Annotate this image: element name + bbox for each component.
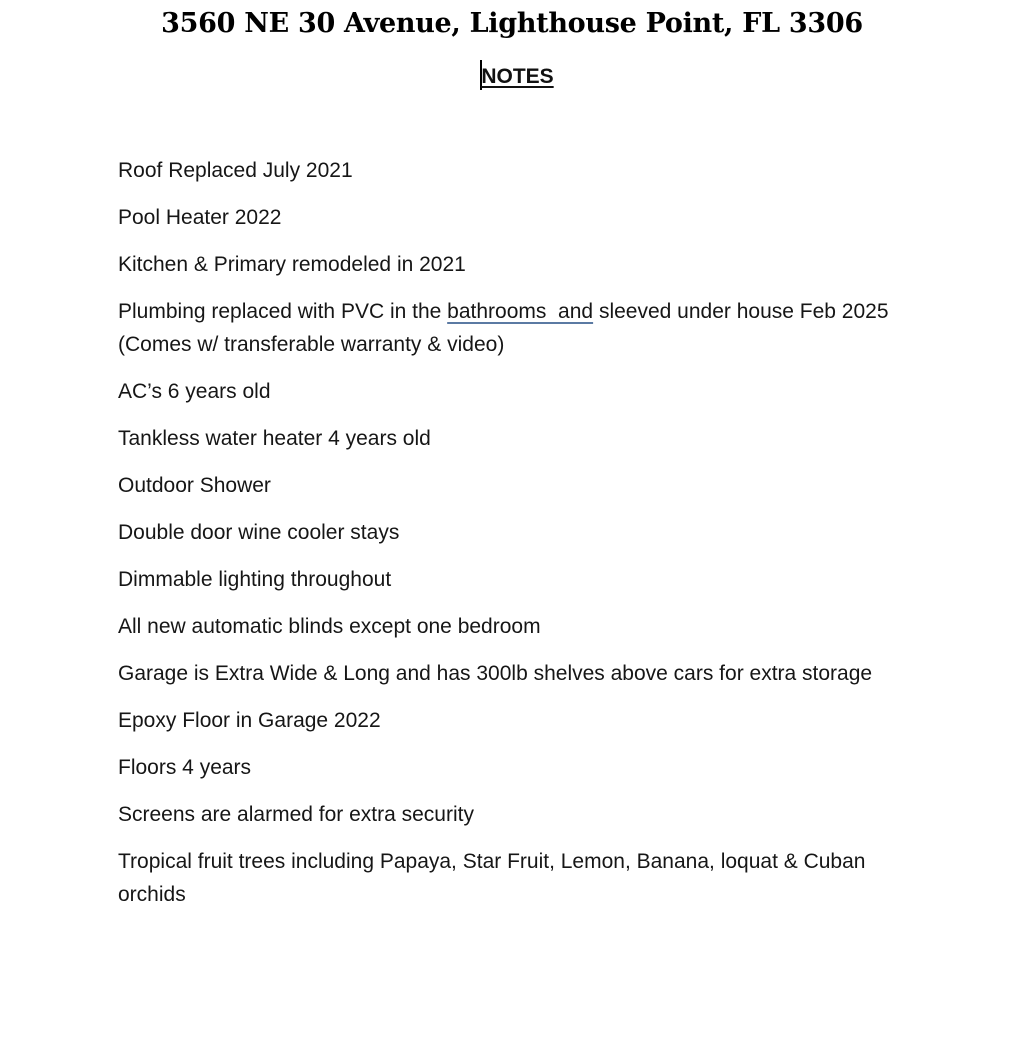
note-text: Plumbing replaced with PVC in the: [118, 300, 448, 323]
note-item[interactable]: Dimmable lighting throughout: [118, 568, 392, 591]
note-item[interactable]: Garage is Extra Wide & Long and has 300lb shelves above cars for extra storage: [118, 662, 873, 685]
note-item[interactable]: Pool Heater 2022: [118, 206, 282, 229]
note-item[interactable]: Tankless water heater 4 years old: [118, 427, 431, 450]
notes-list: [118, 154, 908, 925]
document-title[interactable]: 3560 NE 30 Avenue, Lighthouse Point, FL 3306: [161, 8, 863, 39]
note-item[interactable]: Roof Replaced July 2021: [118, 159, 353, 182]
note-item[interactable]: Epoxy Floor in Garage 2022: [118, 709, 381, 732]
note-text: sleeved under house Feb 2025 (Comes w/ transferable warranty & video): [118, 300, 889, 356]
notes-heading[interactable]: [0, 60, 1024, 91]
note-item[interactable]: Kitchen & Primary remodeled in 2021: [118, 253, 466, 276]
note-item[interactable]: All new automatic blinds except one bedroom: [118, 615, 541, 638]
note-item[interactable]: Tropical fruit trees including Papaya, Star Fruit, Lemon, Banana, loquat & Cuban orchids: [118, 850, 866, 906]
spellcheck-flagged-text[interactable]: bathrooms and: [447, 300, 594, 323]
notes-heading-label[interactable]: NOTES: [481, 65, 554, 88]
note-item[interactable]: Outdoor Shower: [118, 474, 271, 497]
note-item[interactable]: [118, 295, 908, 361]
note-item[interactable]: Floors 4 years: [118, 756, 252, 779]
note-item[interactable]: Double door wine cooler stays: [118, 521, 400, 544]
note-item[interactable]: Screens are alarmed for extra security: [118, 803, 474, 826]
note-item[interactable]: AC’s 6 years old: [118, 380, 271, 403]
